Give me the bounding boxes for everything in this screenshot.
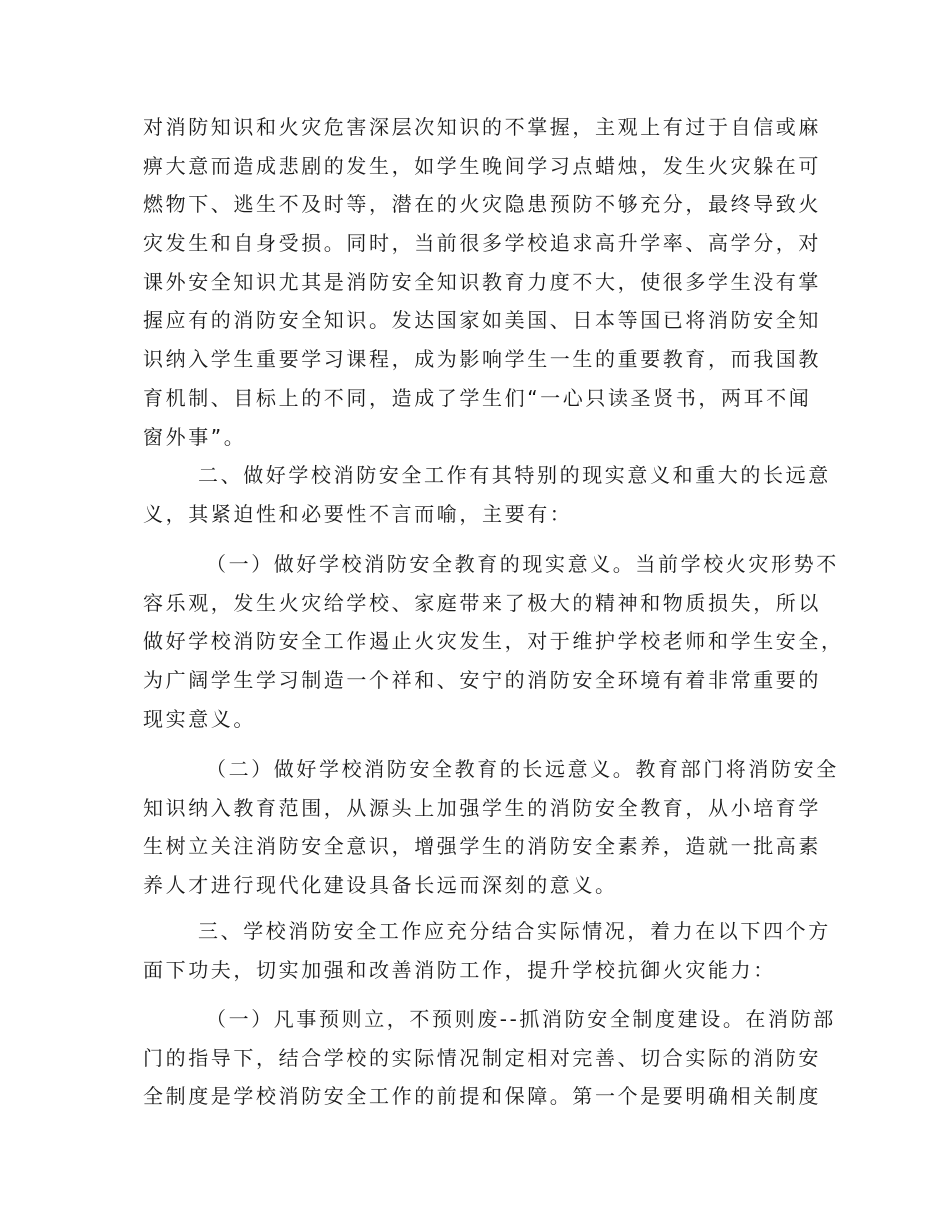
paragraph-safety-system xyxy=(143,1000,836,1116)
text-line: 全制度是学校消防安全工作的前提和保障。第一个是要明确相关制度 xyxy=(143,1084,821,1109)
text-line: 握应有的消防安全知识。发达国家如美国、日本等国已将消防安全知 xyxy=(143,308,821,333)
text-line: 痹大意而造成悲剧的发生，如学生晚间学习点蜡烛，发生火灾躲在可 xyxy=(143,153,821,178)
text-line: （一）做好学校消防安全教育的现实意义。当前学校火灾形势不 xyxy=(206,552,839,576)
paragraph-long-term-significance xyxy=(143,750,839,905)
text-line: 育机制、目标上的不同，造成了学生们“一心只读圣贤书，两耳不闻 xyxy=(143,385,812,410)
text-line: 现实意义。 xyxy=(143,706,256,731)
text-line: 生树立关注消防安全意识，增强学生的消防安全素养，造就一批高素 xyxy=(143,834,821,859)
text-line: 识纳入学生重要学习课程，成为影响学生一生的重要教育，而我国教 xyxy=(143,347,821,372)
text-line: 对消防知识和火灾危害深层次知识的不掌握，主观上有过于自信或麻 xyxy=(143,115,821,139)
text-line: 燃物下、逃生不及时等，潜在的火灾隐患预防不够充分，最终导致火 xyxy=(143,192,821,217)
text-line: 知识纳入教育范围，从源头上加强学生的消防安全教育，从小培育学 xyxy=(143,795,821,820)
text-line: 灾发生和自身受损。同时，当前很多学校追求高升学率、高学分，对 xyxy=(143,231,821,256)
paragraph-realistic-significance xyxy=(143,545,844,738)
paragraph-section-two xyxy=(143,456,831,533)
text-line: 门的指导下，结合学校的实际情况制定相对完善、切合实际的消防安 xyxy=(143,1045,821,1070)
text-line: 二、做好学校消防安全工作有其特别的现实意义和重大的长远意 xyxy=(198,463,831,487)
paragraph-fire-knowledge xyxy=(143,108,821,456)
text-line: （一）凡事预则立，不预则废--抓消防安全制度建设。在消防部 xyxy=(206,1007,836,1031)
text-line: 容乐观，发生火灾给学校、家庭带来了极大的精神和物质损失，所以 xyxy=(143,590,821,615)
text-line: 义，其紧迫性和必要性不言而喻，主要有： xyxy=(143,501,573,526)
text-line: 养人才进行现代化建设具备长远而深刻的意义。 xyxy=(143,873,618,898)
text-line: 做好学校消防安全工作遏止火灾发生，对于维护学校老师和学生安全， xyxy=(143,629,844,654)
text-line: 面下功夫，切实加强和改善消防工作，提升学校抗御火灾能力： xyxy=(143,957,776,982)
text-line: （二）做好学校消防安全教育的长远意义。教育部门将消防安全 xyxy=(206,757,839,781)
text-line: 三、学校消防安全工作应充分结合实际情况，着力在以下四个方 xyxy=(198,919,831,943)
text-line: 课外安全知识尤其是消防安全知识教育力度不大，使很多学生没有掌 xyxy=(143,269,821,294)
text-line: 窗外事”。 xyxy=(143,424,247,449)
paragraph-section-three xyxy=(143,912,831,989)
text-line: 为广阔学生学习制造一个祥和、安宁的消防安全环境有着非常重要的 xyxy=(143,668,821,693)
